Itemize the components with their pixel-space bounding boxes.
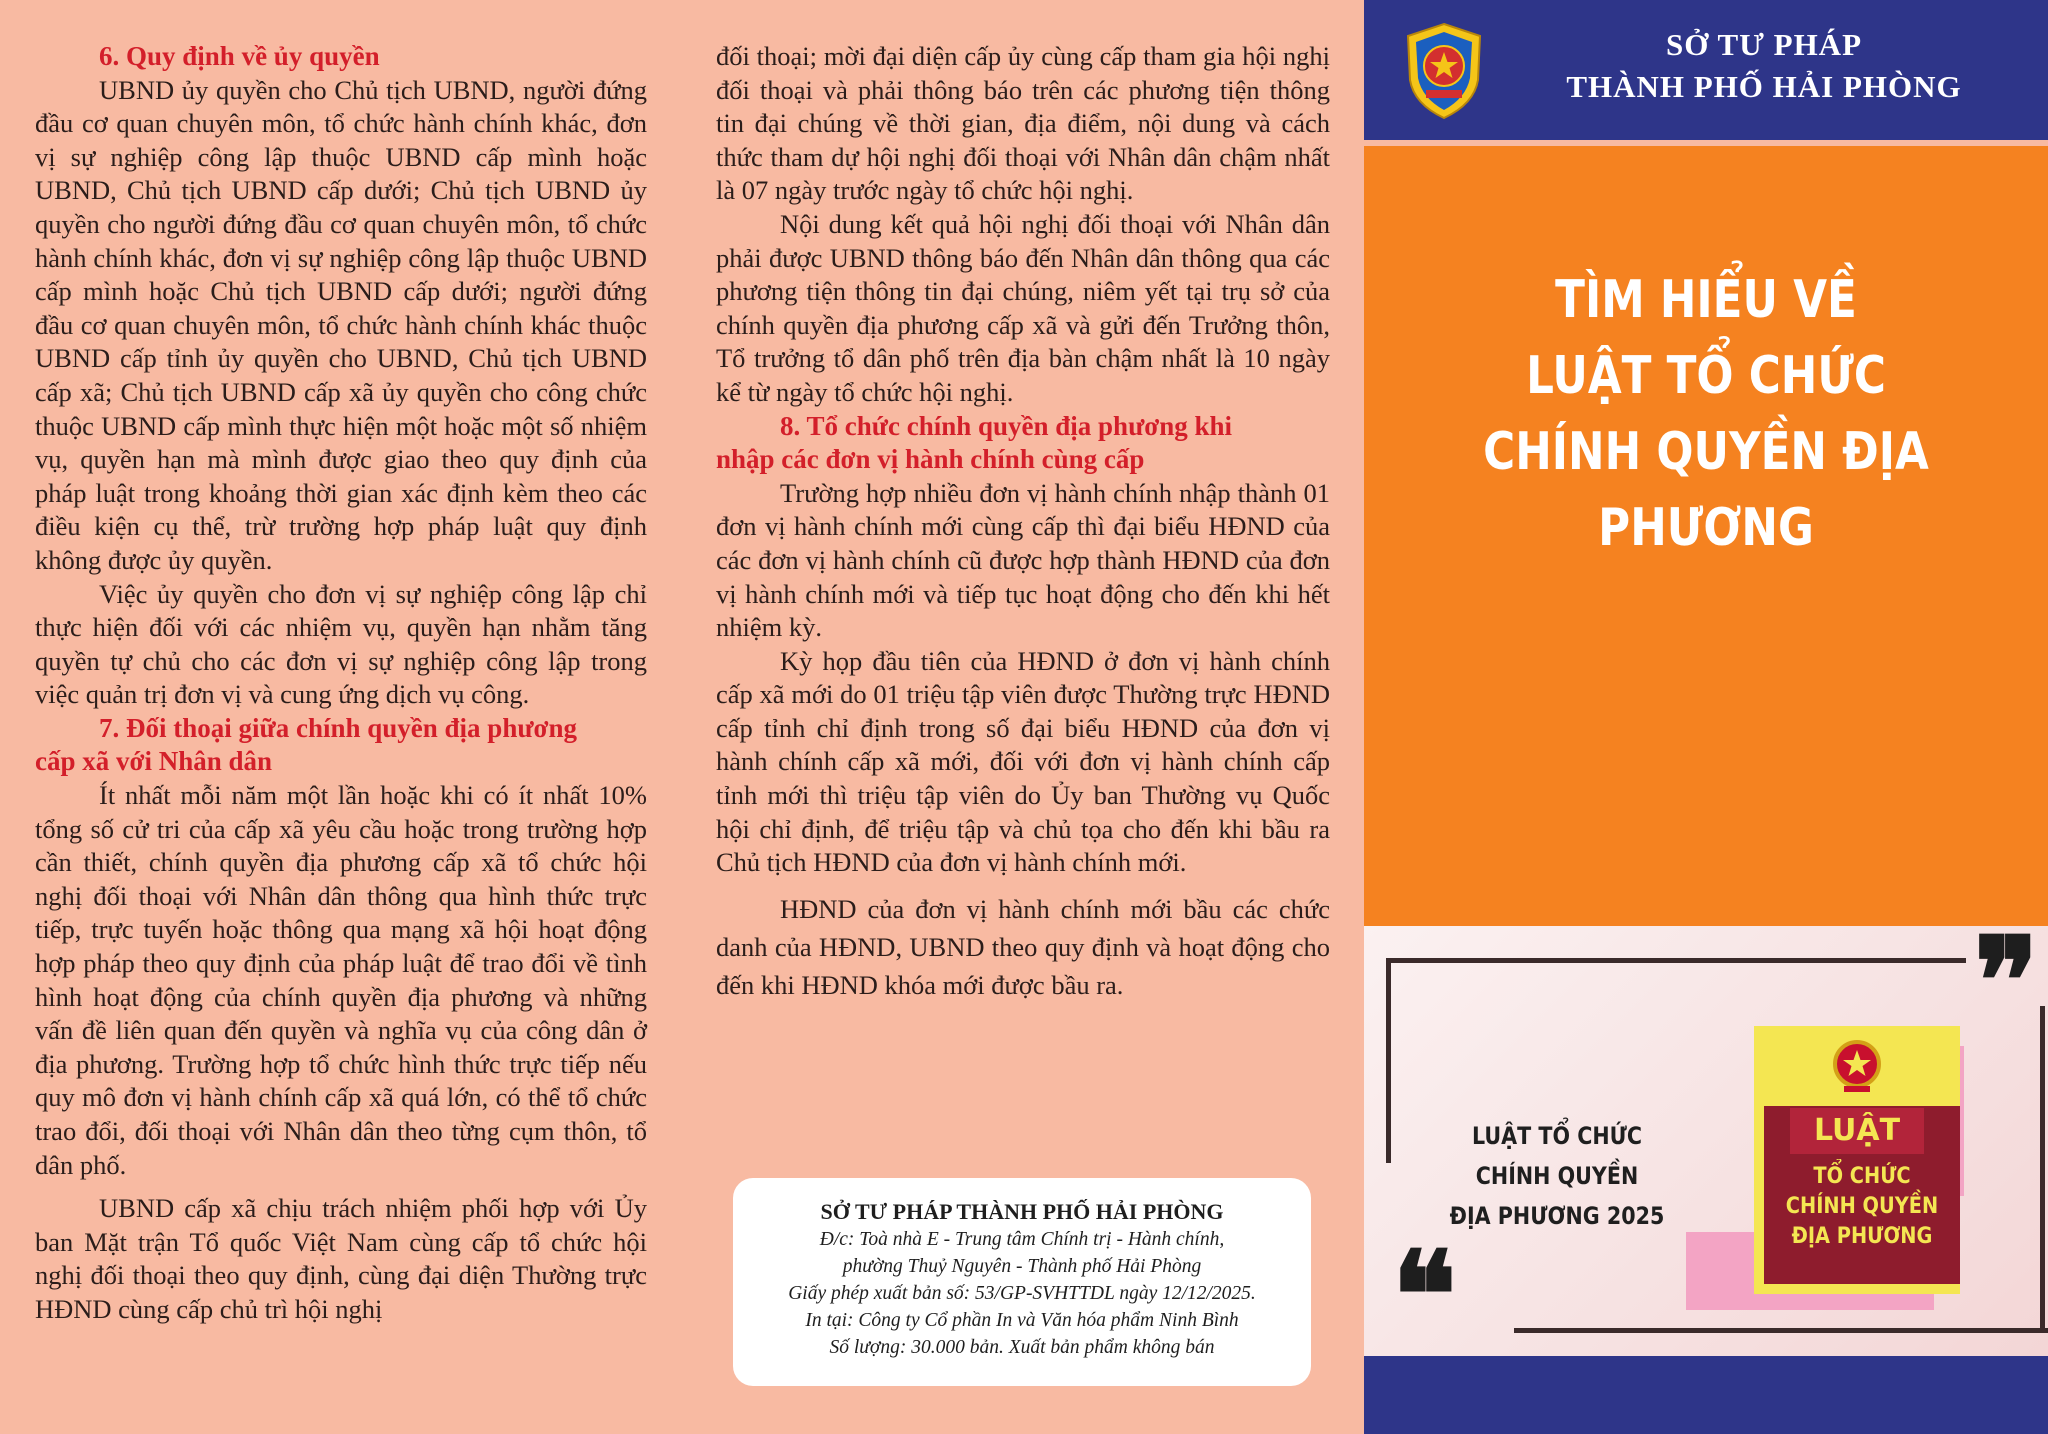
organization-name-line-2: THÀNH PHỐ HẢI PHÒNG xyxy=(1566,69,1962,104)
publisher-license: Giấy phép xuất bản số: 53/GP-SVHTTDL ngày 12/12/2025. xyxy=(788,1283,1256,1304)
cover-header-band xyxy=(1364,0,2048,140)
publisher-address-line-2: phường Thuỷ Nguyên - Thành phố Hải Phòng xyxy=(842,1256,1202,1277)
book-caption-line-2: ĐỊA PHƯƠNG 2025 xyxy=(1449,1202,1665,1230)
frame-line-top xyxy=(1386,958,1966,963)
national-emblem-icon xyxy=(1832,1038,1882,1094)
publisher-name: SỞ TƯ PHÁP THÀNH PHỐ HẢI PHÒNG xyxy=(820,1199,1224,1224)
book-caption-line-1: LUẬT TỔ CHỨC CHÍNH QUYỀN xyxy=(1471,1122,1643,1190)
cover-book-illustration xyxy=(1364,926,2048,1356)
section-7-heading-line-1: 7. Đối thoại giữa chính quyền địa phương xyxy=(99,712,577,743)
book-cover-title-line-1: TỔ CHỨC xyxy=(1813,1164,1911,1189)
book-cover-title-line-3: ĐỊA PHƯƠNG xyxy=(1791,1224,1933,1249)
publisher-quantity: Số lượng: 30.000 bản. Xuất bản phẩm không bán xyxy=(829,1337,1215,1358)
section-6-heading: 6. Quy định về ủy quyền xyxy=(99,41,380,71)
publisher-printer: In tại: Công ty Cổ phần In và Văn hóa phẩm Ninh Bình xyxy=(805,1310,1239,1331)
opening-quote-icon: ❝ xyxy=(1392,1225,1457,1356)
section-6-paragraph-2: Việc ủy quyền cho đơn vị sự nghiệp công lập chỉ thực hiện đối với các nhiệm vụ, quyền hạn nhằm tăng quyền tự chủ cho các đơn vị sự nghiệp công lập trong việc quản trị đơn vị và cung ứng dịch vụ công. xyxy=(35,578,647,710)
cover-title-line-3: CHÍNH QUYỀN ĐỊA PHƯƠNG xyxy=(1483,422,1929,558)
cover-title-line-2: LUẬT TỔ CHỨC xyxy=(1526,346,1886,406)
text-column-1 xyxy=(35,40,647,1327)
section-7-paragraph-2: UBND cấp xã chịu trách nhiệm phối hợp với Ủy ban Mặt trận Tổ quốc Việt Nam cùng cấp tổ chức hội nghị đối thoại theo quy định, cùng đại diện Thường trực HĐND cùng cấp chủ trì hội nghị xyxy=(35,1193,647,1324)
section-8-paragraph-2: Kỳ họp đầu tiên của HĐND ở đơn vị hành chính cấp xã mới do 01 triệu tập viên được Thường trực HĐND cấp tỉnh chỉ định trong số đại biểu HĐND của đơn vị hành chính cấp xã mới, đối với đơn vị hành chính cấp tỉnh mới thì triệu tập viên do Ủy ban Thường vụ Quốc hội chỉ định, để triệu tập và chủ tọa cho đến khi bầu ra Chủ tịch HĐND của đơn vị hành chính mới. xyxy=(716,645,1330,878)
organization-name xyxy=(1494,24,2034,108)
cover-panel xyxy=(1364,0,2048,1434)
section-7-paragraph-2-continued: đối thoại; mời đại diện cấp ủy cùng cấp tham gia hội nghị đối thoại và phải thông báo trên các phương tiện thông tin đại chúng về thời gian, địa điểm, nội dung và cách thức tham dự hội nghị đối thoại với Nhân dân chậm nhất là 07 ngày trước ngày tổ chức hội nghị. xyxy=(716,41,1330,206)
section-8-paragraph-3: HĐND của đơn vị hành chính mới bầu các chức danh của HĐND, UBND theo quy định và hoạt động cho đến khi HĐND khóa mới được bầu ra. xyxy=(716,893,1330,1000)
cover-title-line-1: TÌM HIỂU VỀ xyxy=(1555,270,1857,330)
book-caption xyxy=(1432,1116,1681,1236)
text-column-2 xyxy=(716,40,1330,1004)
law-book-cover xyxy=(1754,1026,1960,1294)
frame-line-left xyxy=(1386,958,1391,1163)
cover-main-title xyxy=(1419,262,1994,566)
book-cover-luat: LUẬT xyxy=(1813,1113,1901,1148)
section-7-paragraph-3: Nội dung kết quả hội nghị đối thoại với Nhân dân phải được UBND thông báo đến Nhân dân thông qua các phương tiện thông tin đại chúng, niêm yết tại trụ sở của chính quyền địa phương cấp xã và gửi đến Trưởng thôn, Tổ trưởng tổ dân phố trên địa bàn chậm nhất là 10 ngày kể từ ngày tổ chức hội nghị. xyxy=(716,208,1330,407)
organization-name-line-1: SỞ TƯ PHÁP xyxy=(1665,27,1862,62)
publisher-info-box xyxy=(733,1178,1311,1386)
section-6-paragraph-1: UBND ủy quyền cho Chủ tịch UBND, người đứng đầu cơ quan chuyên môn, tổ chức hành chính khác, đơn vị sự nghiệp công lập thuộc UBND cấp mình hoặc UBND, Chủ tịch UBND cấp dưới; Chủ tịch UBND ủy quyền cho người đứng đầu cơ quan chuyên môn, tổ chức hành chính khác, đơn vị sự nghiệp công lập thuộc UBND cấp mình hoặc Chủ tịch UBND cấp dưới; người đứng đầu cơ quan chuyên môn, tổ chức hành chính khác thuộc UBND cấp tỉnh ủy quyền cho UBND, Chủ tịch UBND cấp xã; Chủ tịch UBND cấp xã ủy quyền cho công chức thuộc UBND cấp mình thực hiện một hoặc một số nhiệm vụ, quyền hạn mà mình được giao theo quy định của pháp luật trong khoảng thời gian xác định kèm theo các điều kiện cụ thể, trừ trường hợp pháp luật quy định không được ủy quyền. xyxy=(35,74,647,575)
book-cover-title-line-2: CHÍNH QUYỀN xyxy=(1785,1194,1939,1219)
section-8-heading-line-2: nhập các đơn vị hành chính cùng cấp xyxy=(716,444,1145,475)
book-cover-title xyxy=(1776,1162,1948,1252)
section-8-paragraph-1: Trường hợp nhiều đơn vị hành chính nhập thành 01 đơn vị hành chính mới cùng cấp thì đại biểu HĐND của các đơn vị hành chính cũ được hợp thành HĐND của đơn vị hành chính mới và tiếp tục hoạt động cho đến khi hết nhiệm kỳ. xyxy=(716,477,1330,643)
section-7-paragraph-1: Ít nhất mỗi năm một lần hoặc khi có ít nhất 10% tổng số cử tri của cấp xã yêu cầu hoặc trong trường hợp cần thiết, chính quyền địa phương cấp xã tổ chức hội nghị đối thoại với Nhân dân thông qua hình thức trực tiếp, trực tuyến hoặc thông qua mạng xã hội hoạt động hợp pháp theo quy định của pháp luật để trao đổi về tình hình hoạt động của chính quyền địa phương và những vấn đề liên quan đến quyền và nghĩa vụ của công dân ở địa phương. Trường hợp tổ chức hình thức trực tiếp nếu quy mô đơn vị hành chính cấp xã quá lớn, có thể tổ chức trao đổi, đối thoại với Nhân dân theo từng cụm thôn, tổ dân phố. xyxy=(35,780,647,1180)
publisher-address-line-1: Đ/c: Toà nhà E - Trung tâm Chính trị - Hành chính, xyxy=(819,1229,1225,1250)
closing-quote-icon: ❞ xyxy=(1974,926,2039,1052)
frame-line-bottom xyxy=(1514,1328,2048,1333)
justice-badge-icon xyxy=(1404,22,1484,120)
section-8-heading-line-1: 8. Tổ chức chính quyền địa phương khi xyxy=(780,410,1233,441)
frame-line-right xyxy=(2040,1006,2045,1333)
cover-footer-band xyxy=(1364,1356,2048,1434)
section-7-heading-line-2: cấp xã với Nhân dân xyxy=(35,746,273,777)
